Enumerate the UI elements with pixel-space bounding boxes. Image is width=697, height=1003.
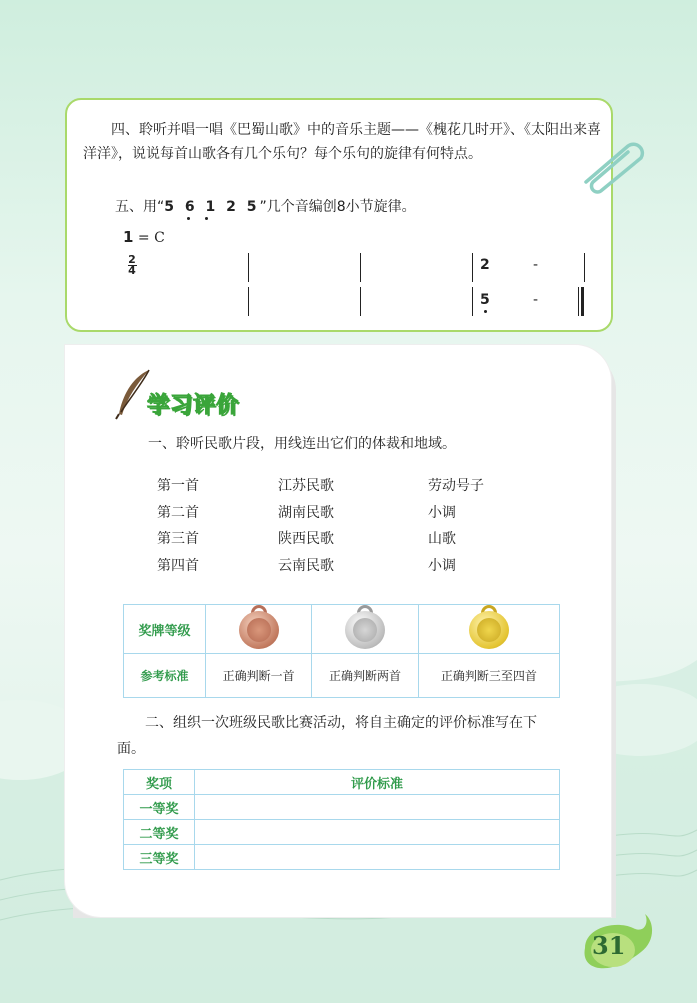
bar-line (360, 287, 361, 316)
bar-line (248, 253, 249, 282)
time-signature (127, 255, 137, 276)
table-row (124, 795, 560, 820)
award-header: 奖项 (124, 770, 195, 795)
genre-item: 小调 (428, 557, 456, 574)
table-row (124, 770, 560, 795)
award-label: 一等奖 (124, 795, 195, 820)
genre-list (428, 473, 484, 579)
bar-line (472, 287, 473, 316)
medal-table (123, 604, 560, 698)
bar-line (248, 287, 249, 316)
question-5 (115, 195, 416, 219)
criteria-entry[interactable] (195, 795, 560, 820)
criteria-entry[interactable] (195, 845, 560, 870)
question-4: 四、聆听并唱一唱《巴蜀山歌》中的音乐主题——《槐花几时开》、《太阳出来喜洋洋》，说说每首山歌各有几个乐句？每个乐句的旋律有何特点。 (83, 122, 601, 162)
silver-medal-icon (345, 605, 385, 649)
paperclip-icon (576, 138, 648, 194)
question-5-suffix: ”几个音编创8小节旋律。 (259, 199, 416, 215)
low-octave-dot (205, 217, 208, 220)
low-octave-dot (187, 217, 190, 220)
medal-cell (206, 605, 312, 654)
award-table (123, 769, 560, 870)
score-dash: - (533, 257, 539, 273)
bronze-medal-icon (239, 605, 279, 649)
time-bottom: 4 (128, 264, 136, 277)
bar-line (578, 287, 579, 316)
song-item: 第三首 (157, 531, 199, 547)
region-item: 江苏民歌 (278, 478, 334, 494)
criteria-entry[interactable] (195, 820, 560, 845)
genre-item: 劳动号子 (428, 478, 484, 494)
table-row (124, 654, 560, 698)
page-number: 31 (592, 931, 626, 960)
score-dash: - (533, 292, 539, 308)
criteria-cell: 正确判断两首 (312, 654, 418, 698)
exercise-2-prompt: 二、组织一次班级民歌比赛活动，将自主确定的评价标准写在下面。 (117, 715, 537, 757)
gold-medal-icon (469, 605, 509, 649)
song-list (157, 473, 199, 579)
genre-item: 小调 (428, 504, 456, 521)
region-item: 陕西民歌 (278, 531, 334, 547)
medal-level-header: 奖牌等级 (124, 605, 206, 654)
score-note: 2 (480, 257, 490, 273)
medal-cell (418, 605, 559, 654)
criteria-header: 评价标准 (195, 770, 560, 795)
song-item: 第一首 (157, 478, 199, 494)
bar-line (584, 253, 585, 282)
award-label: 二等奖 (124, 820, 195, 845)
table-row (124, 820, 560, 845)
key-text: = C (137, 230, 165, 246)
criteria-header: 参考标准 (124, 654, 206, 698)
criteria-cell: 正确判断一首 (206, 654, 312, 698)
award-label: 三等奖 (124, 845, 195, 870)
genre-item: 山歌 (428, 531, 456, 547)
song-item: 第四首 (157, 557, 199, 574)
medal-cell (312, 605, 418, 654)
table-row (124, 605, 560, 654)
criteria-cell: 正确判断三至四首 (418, 654, 559, 698)
key-signature (123, 228, 165, 246)
region-item: 湖南民歌 (278, 504, 334, 521)
section-title: 学习评价 (147, 393, 240, 418)
score-note: 5 (480, 292, 490, 308)
bar-line (360, 253, 361, 282)
exercise-1-prompt: 一、聆听民歌片段，用线连出它们的体裁和地域。 (148, 436, 456, 452)
question-5-notes: 5 6 1 2 5 (164, 199, 260, 215)
question-5-prefix: 五、用“ (115, 199, 165, 215)
time-top: 2 (128, 253, 136, 266)
region-item: 云南民歌 (278, 557, 334, 574)
bar-line (472, 253, 473, 282)
region-list (278, 473, 334, 579)
final-bar-line (581, 287, 584, 316)
key-number: 1 (123, 228, 134, 246)
table-row (124, 845, 560, 870)
song-item: 第二首 (157, 504, 199, 521)
low-octave-dot (484, 310, 487, 313)
